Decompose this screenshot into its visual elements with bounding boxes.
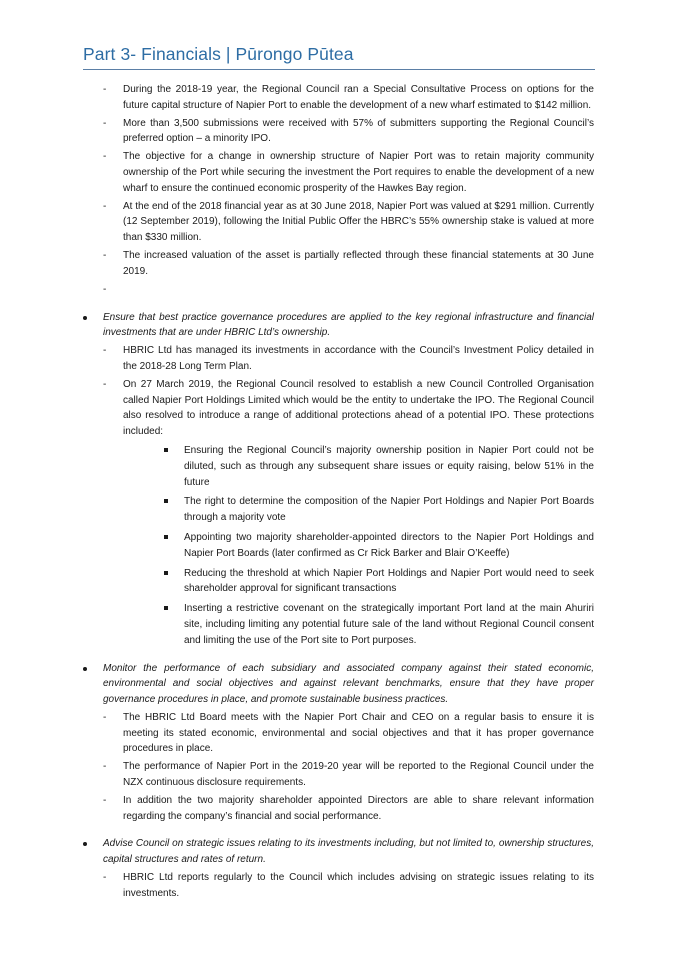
dash-marker: -: [103, 345, 107, 357]
protection-item: [80, 494, 594, 526]
square-bullet-icon: [164, 535, 168, 539]
list-item-text: More than 3,500 submissions were received with 57% of submitters supporting the Regional Council’s preferred option – a minority IPO.: [123, 117, 594, 145]
bullet-dot-icon: [83, 316, 87, 320]
list-item: [80, 116, 594, 148]
square-bullet-icon: [164, 571, 168, 575]
list-item: [80, 870, 594, 902]
dash-marker: -: [103, 872, 107, 884]
page-title: Part 3- Financials | Pūrongo Pūtea: [83, 44, 354, 64]
protection-text: Reducing the threshold at which Napier Port Holdings and Napier Port would need to seek shareholder approval for significant transactions: [184, 567, 594, 595]
dash-marker: -: [103, 200, 107, 212]
dash-marker: -: [103, 249, 107, 261]
objective-text: Advise Council on strategic issues relating to its investments including, but not limited to, ownership structures, capital structures and rates of return.: [103, 838, 594, 866]
list-item-text: The increased valuation of the asset is partially reflected through these financial statements at 30 June 2019.: [123, 249, 594, 277]
protection-item: [80, 443, 594, 490]
list-item: [80, 199, 594, 246]
list-item-text: HBRIC Ltd reports regularly to the Council which includes advising on strategic issues relating to its investments.: [123, 872, 594, 899]
protection-text: Inserting a restrictive covenant on the strategically important Port land at the main Ahuriri site, including limiting any potential future sale of the land without Regional Council consent and limiting the use of the Port site to Port purposes.: [184, 603, 594, 646]
objective-text: Monitor the performance of each subsidiary and associated company against their stated economic, environmental and social objectives and against relevant benchmarks, ensure that they have proper governance procedures in place, and promote sustainable business practices.: [103, 662, 594, 706]
list-item: [80, 149, 594, 196]
protection-text: Appointing two majority shareholder-appointed directors to the Napier Port Holdings and Napier Port Boards (later confirmed as Cr Rick Barker and Blair O’Keeffe): [184, 531, 594, 559]
protection-text: The right to determine the composition of the Napier Port Holdings and Napier Port Boards through a majority vote: [184, 496, 594, 524]
dash-marker: -: [103, 794, 107, 806]
objective-text: Ensure that best practice governance procedures are applied to the key regional infrastructure and financial investments that are under HBRIC Ltd’s ownership.: [103, 311, 594, 339]
document-body: [80, 80, 594, 904]
dash-marker: -: [103, 378, 107, 390]
list-item: [80, 343, 594, 375]
dash-marker: -: [103, 84, 107, 95]
bullet-dot-icon: [83, 842, 87, 846]
protection-text: Ensuring the Regional Council’s majority ownership position in Napier Port could not be diluted, such as through any subsequent share issues or equity raising, below 51% in the future: [184, 444, 594, 488]
objective-bullet: [80, 310, 594, 342]
list-item-text: HBRIC Ltd has managed its investments in accordance with the Council’s Investment Policy detailed in the 2018-28 Long Term Plan.: [123, 345, 594, 372]
list-item: [80, 248, 594, 280]
objective-bullet: [80, 661, 594, 708]
list-item: [80, 793, 594, 825]
square-bullet-icon: [164, 606, 168, 610]
list-item-text: The performance of Napier Port in the 2019-20 year will be reported to the Regional Council under the NZX continuous disclosure requirements.: [123, 761, 594, 789]
bullet-dot-icon: [83, 667, 87, 671]
list-item-text: During the 2018-19 year, the Regional Council ran a Special Consultative Process on options for the future capital structure of Napier Port to enable the development of a new wharf estimated to $142 million.: [123, 84, 594, 111]
protection-item: [80, 530, 594, 562]
dash-marker: -: [103, 283, 107, 295]
list-item-text: On 27 March 2019, the Regional Council resolved to establish a new Council Controlled Organisation called Napier Port Holdings Limited which would be the entity to undertake the IPO. The Regional Council also resolved to introduce a range of additional protections ahead of a potential IPO. These protections included:: [123, 378, 594, 438]
square-bullet-icon: [164, 499, 168, 503]
objective-bullet: [80, 836, 594, 868]
empty-list-item: [80, 282, 594, 298]
list-item: [80, 759, 594, 791]
square-bullet-icon: [164, 448, 168, 452]
list-item: [80, 377, 594, 440]
dash-marker: -: [103, 761, 107, 773]
page-header: [83, 44, 595, 70]
dash-marker: -: [103, 711, 107, 723]
dash-marker: -: [103, 151, 107, 163]
list-item: [80, 82, 594, 114]
protection-item: [80, 566, 594, 598]
dash-marker: -: [103, 117, 107, 129]
protection-item: [80, 601, 594, 648]
list-item-text: In addition the two majority shareholder appointed Directors are able to share relevant information regarding the company’s financial and social performance.: [123, 794, 594, 822]
list-item-text: At the end of the 2018 financial year as at 30 June 2018, Napier Port was valued at $291 million. Currently (12 September 2019), following the Initial Public Offer the HBRC’s 55% ownership stake is valued at more than $330 million.: [123, 200, 594, 244]
protections-list: [80, 443, 594, 649]
list-item-text: The objective for a change in ownership structure of Napier Port was to retain majority community ownership of the Port while securing the investment the Port requires to enable the development of a new wharf to ensure the continued economic prosperity of the Hawkes Bay region.: [123, 151, 594, 194]
list-item: [80, 710, 594, 757]
section1-list: [80, 82, 594, 298]
list-item-text: The HBRIC Ltd Board meets with the Napier Port Chair and CEO on a regular basis to ensure it is meeting its stated economic, environmental and social objectives and that it has proper governance procedures in place.: [123, 711, 594, 755]
